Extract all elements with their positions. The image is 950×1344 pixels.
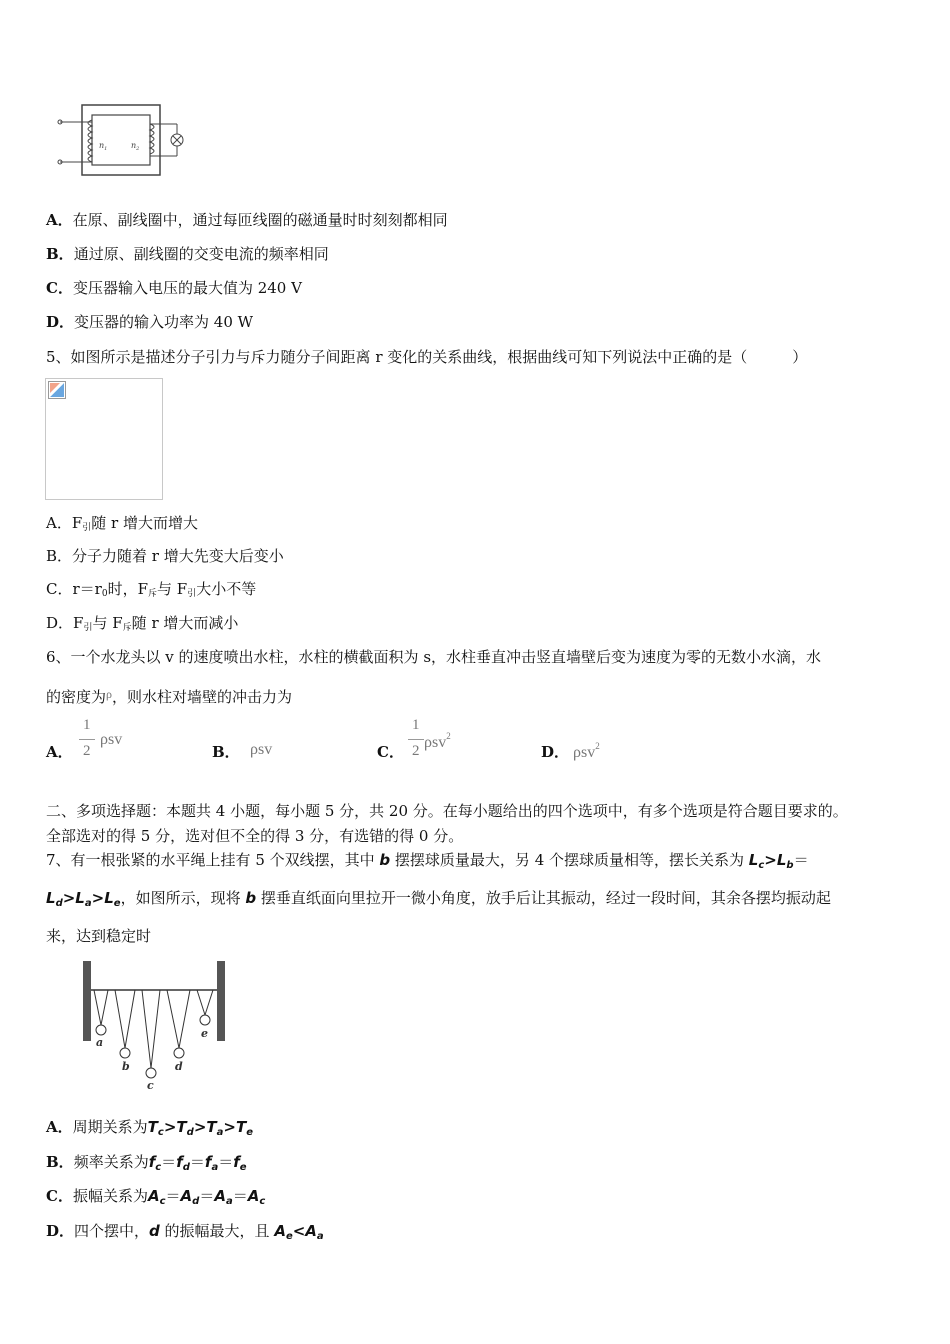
q5-stem: 5、如图所示是描述分子引力与斥力随分子间距离 r 变化的关系曲线，根据曲线可知下列说法中正确的是（ ） [46, 348, 808, 366]
q5-option-b: B．分子力随着 r 增大先变大后变小 [46, 547, 284, 565]
n1-label: n [99, 141, 105, 150]
svg-text:n2 [131, 141, 139, 152]
q7-option-b: B．频率关系为$f_c=f_d=f_a=f_e$ [46, 1153, 247, 1173]
transformer-diagram [55, 100, 190, 180]
q5-option-c: C．r＝r0时，F斥与 F引大小不等 [46, 580, 257, 599]
pendulum-diagram [80, 958, 230, 1093]
q7-stem-line3: 来，达到稳定时 [46, 927, 152, 945]
q5-option-d: D．F引与 F斥随 r 增大而减小 [46, 614, 239, 633]
pendulum-label-c: c [147, 1079, 154, 1092]
q7-stem-line1: 7、有一根张紧的水平绳上挂有 5 个双线摆，其中 b 摆摆球质量最大，另 4 个摆球质量相等，摆长关系为 $L_c>L_b=$ [46, 851, 809, 871]
svg-text:n1 [99, 141, 107, 152]
q4-option-d: D．变压器的输入功率为 40 W [46, 313, 254, 331]
broken-image-icon [48, 381, 66, 399]
pendulum-label-a: a [96, 1036, 104, 1049]
q6-option-c-fraction: 1 2 [407, 717, 427, 763]
q6-option-c-expr: ρsv$^2$ [424, 731, 451, 751]
q6-option-c-label: C． [377, 743, 404, 761]
q6-option-b-label: B． [212, 743, 240, 761]
q7-option-c: C．振幅关系为$A_c=A_d=A_a=A_c$ [46, 1187, 266, 1207]
broken-image-placeholder [45, 378, 163, 500]
n1-subscript: 1 [104, 146, 108, 152]
section2-heading-line1: 二、多项选择题：本题共 4 小题，每小题 5 分，共 20 分。在每小题给出的四个选项中，有多个选项是符合题目要求的。 [46, 802, 848, 820]
q7-stem-line2: $L_d>L_a>L_e$，如图所示，现将 b 摆垂直纸面向里拉开一微小角度，放手后让其振动，经过一段时间，其余各摆均振动起 [46, 889, 831, 909]
q6-option-a-label: A． [46, 743, 73, 761]
section2-heading-line2: 全部选对的得 5 分，选对但不全的得 3 分，有选错的得 0 分。 [46, 827, 464, 845]
q4-option-a: A．在原、副线圈中，通过每匝线圈的磁通量时时刻刻都相同 [46, 211, 448, 229]
n2-subscript: 2 [136, 146, 140, 152]
pendulum-label-e: e [201, 1027, 208, 1040]
q6-option-b-expr: ρsv [250, 741, 273, 758]
q6-option-a-fraction: 1 2 [78, 717, 98, 763]
q7-option-d: D．四个摆中，d 的振幅最大，且 $A_e<A_a$ [46, 1222, 324, 1242]
q6-stem-line2: 的密度为$^\rho$，则水柱对墙壁的冲击力为 [46, 687, 293, 706]
q6-option-d-expr: ρsv$^2$ [573, 741, 600, 761]
q4-option-b: B．通过原、副线圈的交变电流的频率相同 [46, 245, 329, 263]
q5-option-a: A．F引随 r 增大而增大 [46, 514, 198, 533]
q6-option-a-expr: ρsv [100, 731, 123, 748]
q6-option-d-label: D． [541, 743, 570, 761]
pendulum-label-d: d [175, 1060, 183, 1073]
pendulum-label-b: b [122, 1060, 130, 1073]
q6-stem-line1: 6、一个水龙头以 v 的速度喷出水柱，水柱的横截面积为 s，水柱垂直冲击竖直墙壁后变为速度为零的无数小水滴，水 [46, 648, 822, 666]
n2-label: n [131, 141, 137, 150]
q4-option-c: C．变压器输入电压的最大值为 240 V [46, 279, 302, 297]
q7-option-a: A．周期关系为$T_c>T_d>T_a>T_e$ [46, 1118, 253, 1138]
